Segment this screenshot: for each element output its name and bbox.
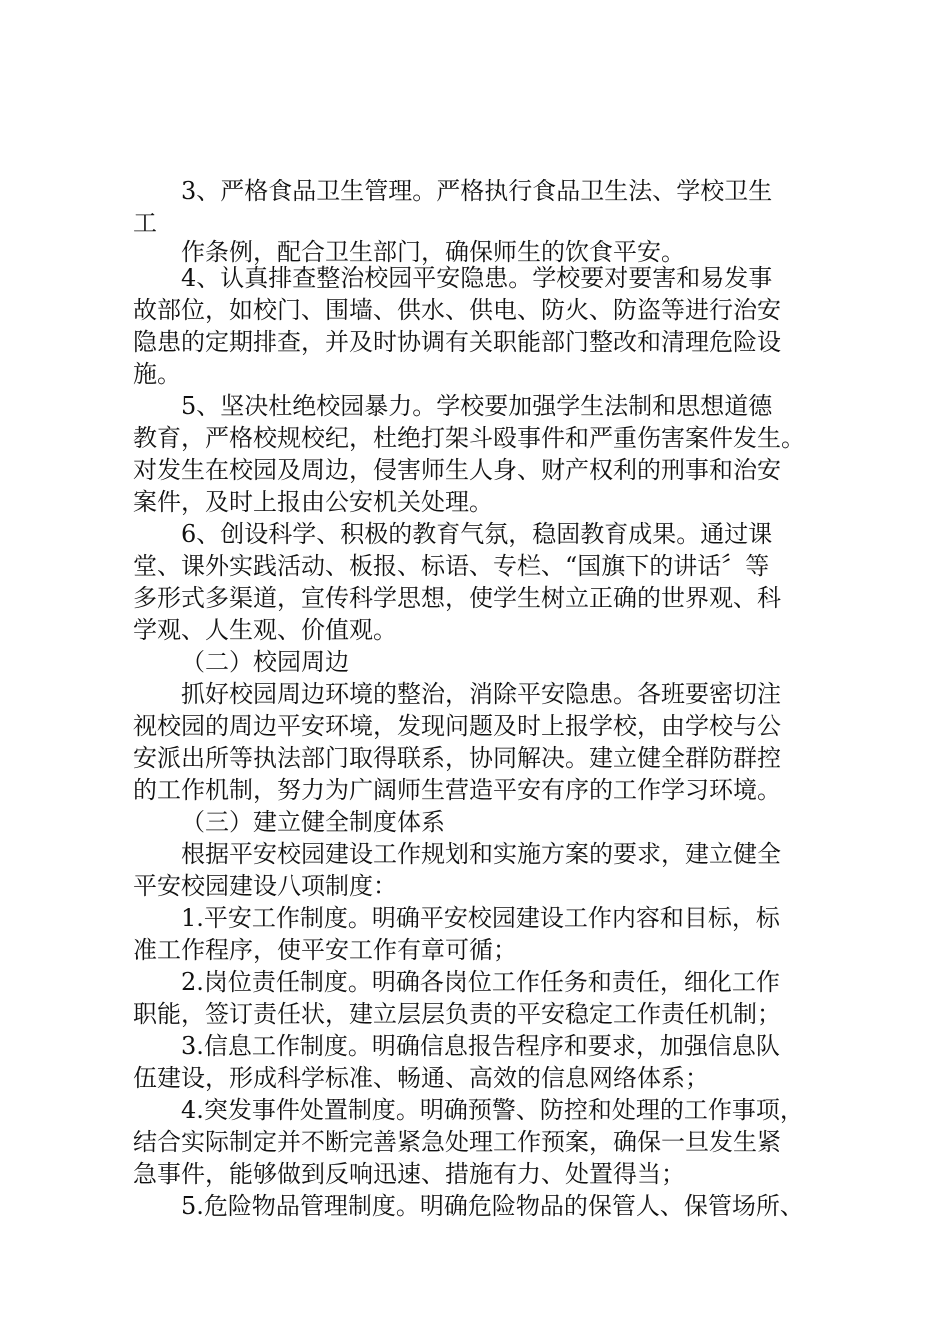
line-item-20: 的工作机制，努力为广阔师生营造平安有序的工作学习环境。 — [133, 776, 781, 804]
line-item-15: 学观、人生观、价值观。 — [133, 616, 397, 644]
line-item-26: 2.岗位责任制度。明确各岗位工作任务和责任，细化工作 — [181, 968, 780, 996]
line-item-31: 结合实际制定并不断完善紧急处理工作预案，确保一旦发生紧 — [133, 1128, 781, 1156]
section-heading-2: （二）校园周边 — [181, 648, 349, 676]
line-item-13: 堂、课外实践活动、板报、标语、专栏、“国旗下的讲话〞等 — [133, 552, 770, 580]
section-heading-3: （三）建立健全制度体系 — [181, 808, 445, 836]
line-item-17: 抓好校园周边环境的整治，消除平安隐患。各班要密切注 — [181, 680, 781, 708]
line-item-7: 施。 — [133, 360, 181, 388]
line-item-2: 工 — [133, 209, 157, 237]
line-item-11: 案件，及时上报由公安机关处理。 — [133, 488, 493, 516]
line-item-22: 根据平安校园建设工作规划和实施方案的要求，建立健全 — [181, 840, 781, 868]
line-item-33: 5.危险物品管理制度。明确危险物品的保管人、保管场所、 — [181, 1192, 804, 1220]
line-item-8: 5、坚决杜绝校园暴力。学校要加强学生法制和思想道德 — [181, 392, 773, 420]
line-item-9: 教育，严格校规校纪，杜绝打架斗殴事件和严重伤害案件发生。 — [133, 424, 805, 452]
line-item-27: 职能，签订责任状，建立层层负责的平安稳定工作责任机制； — [133, 1000, 781, 1028]
line-item-4: 4、认真排查整治校园平安隐患。学校要对要害和易发事 — [181, 264, 773, 292]
line-item-30: 4.突发事件处置制度。明确预警、防控和处理的工作事项， — [181, 1096, 804, 1124]
line-item-29: 伍建设，形成科学标准、畅通、高效的信息网络体系； — [133, 1064, 709, 1092]
line-item-24: 1.平安工作制度。明确平安校园建设工作内容和目标，标 — [181, 904, 780, 932]
line-item-28: 3.信息工作制度。明确信息报告程序和要求，加强信息队 — [181, 1032, 780, 1060]
line-item-6: 隐患的定期排查，并及时协调有关职能部门整改和清理危险设 — [133, 328, 781, 356]
line-item-5: 故部位，如校门、围墙、供水、供电、防火、防盗等进行治安 — [133, 296, 781, 324]
line-item-14: 多形式多渠道，宣传科学思想，使学生树立正确的世界观、科 — [133, 584, 781, 612]
line-item-32: 急事件，能够做到反响迅速、措施有力、处置得当； — [133, 1160, 685, 1188]
line-item-10: 对发生在校园及周边，侵害师生人身、财产权利的刑事和治安 — [133, 456, 781, 484]
line-item-19: 安派出所等执法部门取得联系，协同解决。建立健全群防群控 — [133, 744, 781, 772]
line-item-3: 作条例，配合卫生部门，确保师生的饮食平安。 — [181, 238, 685, 266]
line-item-1: 3、严格食品卫生管理。严格执行食品卫生法、学校卫生 — [181, 177, 773, 205]
line-item-25: 准工作程序，使平安工作有章可循； — [133, 936, 517, 964]
line-item-12: 6、创设科学、积极的教育气氛，稳固教育成果。通过课 — [181, 520, 773, 548]
line-item-23: 平安校园建设八项制度： — [133, 872, 397, 900]
line-item-18: 视校园的周边平安环境，发现问题及时上报学校，由学校与公 — [133, 712, 781, 740]
